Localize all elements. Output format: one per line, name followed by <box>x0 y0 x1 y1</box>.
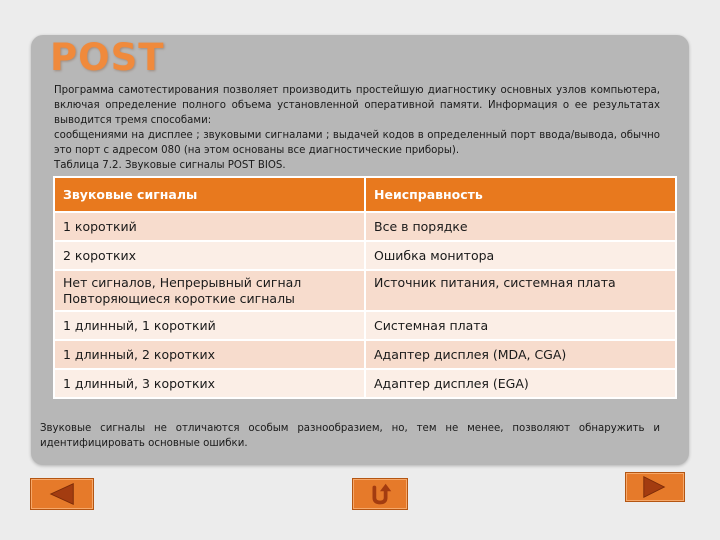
header-fault: Неисправность <box>365 177 676 212</box>
previous-slide-button[interactable] <box>30 478 94 510</box>
intro-paragraph-1: Программа самотестирования позволяет производить простейшую диагностику основных узлов компьютера, включая определение полного объема установленной оперативной памяти. Информация о ее результатах выводится тремя способами: <box>54 85 660 126</box>
signal-cell: 1 длинный, 1 короткий <box>54 311 365 340</box>
fault-cell: Источник питания, системная плата <box>365 270 676 311</box>
signal-cell: 1 длинный, 2 коротких <box>54 340 365 369</box>
table-row <box>54 311 676 340</box>
table-row <box>54 241 676 270</box>
slide-title: POST <box>50 36 165 79</box>
beep-codes-table <box>53 176 677 399</box>
triangle-right-icon <box>626 473 684 501</box>
table-row <box>54 270 676 311</box>
return-arrow-icon <box>353 479 407 509</box>
table-row <box>54 212 676 241</box>
table-row <box>54 369 676 398</box>
signal-cell: 1 короткий <box>54 212 365 241</box>
signal-cell: 2 коротких <box>54 241 365 270</box>
header-signals: Звуковые сигналы <box>54 177 365 212</box>
signal-cell: 1 длинный, 3 коротких <box>54 369 365 398</box>
fault-cell: Адаптер дисплея (MDA, CGA) <box>365 340 676 369</box>
fault-cell: Системная плата <box>365 311 676 340</box>
next-slide-button[interactable] <box>625 472 685 502</box>
fault-cell: Ошибка монитора <box>365 241 676 270</box>
table-row <box>54 340 676 369</box>
fault-cell: Все в порядке <box>365 212 676 241</box>
fault-cell: Адаптер дисплея (EGA) <box>365 369 676 398</box>
signal-cell: Нет сигналов, Непрерывный сигнал Повторяющиеся короткие сигналы <box>54 270 365 311</box>
outro-text: Звуковые сигналы не отличаются особым разнообразием, но, тем не менее, позволяют обнаружить и идентифицировать основные ошибки. <box>40 423 660 449</box>
intro-text <box>40 83 660 173</box>
triangle-left-icon <box>31 479 93 509</box>
intro-paragraph-2: сообщениями на дисплее ; звуковыми сигналами ; выдачей кодов в определенный порт ввода/вывода, обычно это порт с адресом 080 (на этом основаны все диагностические приборы). <box>54 130 660 156</box>
return-button[interactable] <box>352 478 408 510</box>
table-caption: Таблица 7.2. Звуковые сигналы POST BIOS. <box>54 160 286 171</box>
table-header-row <box>54 177 676 212</box>
